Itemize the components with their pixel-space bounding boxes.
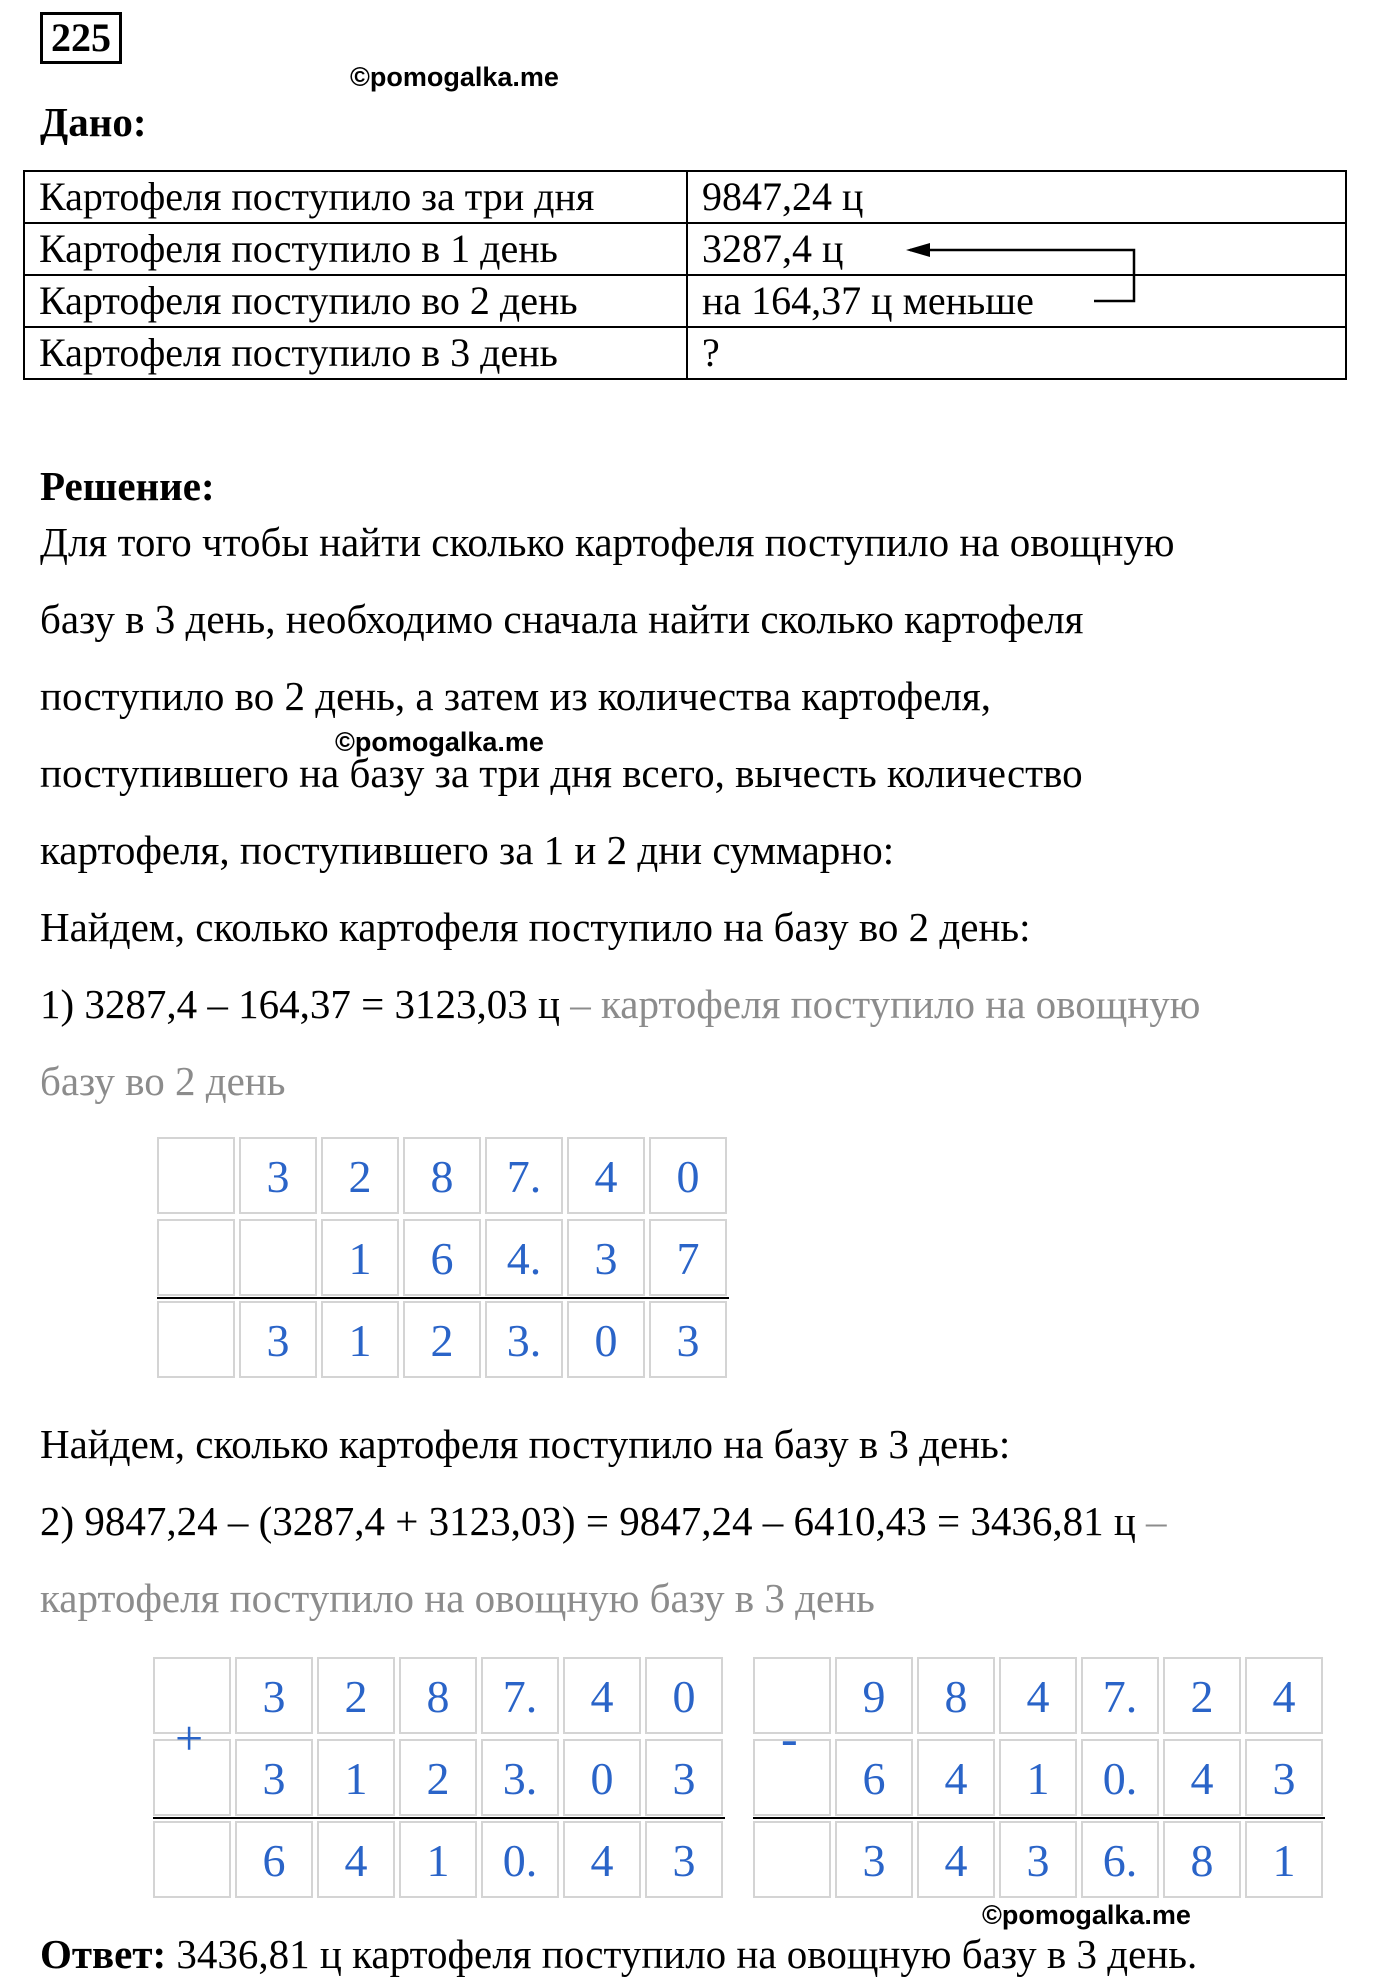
step2-dash: – <box>1135 1498 1167 1544</box>
result-line <box>157 1297 729 1299</box>
digit-cell: 7. <box>1081 1657 1159 1734</box>
solution-line: базу в 3 день, необходимо сначала найти сколько картофеля <box>40 596 1084 642</box>
digit-cell: 0 <box>649 1137 727 1214</box>
digit-cell: 4 <box>1163 1739 1241 1816</box>
step1-note-continued: базу во 2 день <box>40 1058 286 1104</box>
digit-cell: 7. <box>485 1137 563 1214</box>
digit-cell: 2 <box>399 1739 477 1816</box>
digit-cell: 6 <box>835 1739 913 1816</box>
digit-cell: 1 <box>999 1739 1077 1816</box>
digit-cell: 3 <box>1245 1739 1323 1816</box>
given-heading: Дано: <box>40 99 147 145</box>
digit-cell: 4 <box>317 1821 395 1898</box>
digit-cell: 1 <box>317 1739 395 1816</box>
given-label: Картофеля поступило за три дня <box>24 171 687 223</box>
digit-cell: 2 <box>1163 1657 1241 1734</box>
digit-cell: 3 <box>567 1219 645 1296</box>
step1-note: – картофеля поступило на овощную <box>559 981 1201 1027</box>
digit-cell: 3. <box>485 1301 563 1378</box>
solution-line: поступившего на базу за три дня всего, вычесть количество <box>40 750 1083 796</box>
digit-cell: 3 <box>835 1821 913 1898</box>
digit-cell: 4 <box>999 1657 1077 1734</box>
digit-cell <box>239 1219 317 1296</box>
given-value: на 164,37 ц меньше <box>687 275 1346 327</box>
digit-cell: 3 <box>999 1821 1077 1898</box>
digit-cell: 7. <box>481 1657 559 1734</box>
given-row <box>24 275 1346 327</box>
digit-cell: 1 <box>399 1821 477 1898</box>
digit-cell: 6 <box>235 1821 313 1898</box>
given-value: ? <box>687 327 1346 379</box>
digit-cell: 1 <box>321 1219 399 1296</box>
digit-cell: 8 <box>1163 1821 1241 1898</box>
digit-cell: 0. <box>1081 1739 1159 1816</box>
given-label: Картофеля поступило в 1 день <box>24 223 687 275</box>
digit-cell: 2 <box>317 1657 395 1734</box>
solution-line: Для того чтобы найти сколько картофеля поступило на овощную <box>40 519 1175 565</box>
digit-cell: 3 <box>235 1739 313 1816</box>
step2-expression: 2) 9847,24 – (3287,4 + 3123,03) = 9847,24 – 6410,43 = 3436,81 ц <box>40 1498 1136 1544</box>
digit-cell: 2 <box>403 1301 481 1378</box>
digit-cell: 4 <box>917 1739 995 1816</box>
grid-cell-sign <box>753 1821 831 1898</box>
digit-cell: 3 <box>645 1821 723 1898</box>
digit-cell: 0 <box>645 1657 723 1734</box>
given-table <box>23 170 1347 380</box>
digit-cell: 3. <box>481 1739 559 1816</box>
given-row <box>24 327 1346 379</box>
digit-cell: 0. <box>481 1821 559 1898</box>
digit-cell: 0 <box>563 1739 641 1816</box>
task-number: 225 <box>40 12 122 64</box>
digit-cell: 3 <box>235 1657 313 1734</box>
solution-heading: Решение: <box>40 463 215 509</box>
digit-cell: 8 <box>403 1137 481 1214</box>
watermark-top: ©pomogalka.me <box>350 62 559 92</box>
digit-cell: 1 <box>1245 1821 1323 1898</box>
digit-cell: 3 <box>239 1137 317 1214</box>
solution-line: поступило во 2 день, а затем из количества картофеля, <box>40 673 991 719</box>
step2-intro: Найдем, сколько картофеля поступило на базу в 3 день: <box>40 1421 1011 1467</box>
given-row <box>24 171 1346 223</box>
digit-cell: 3 <box>649 1301 727 1378</box>
result-line <box>753 1817 1325 1819</box>
given-value: 9847,24 ц <box>687 171 1346 223</box>
result-line <box>153 1817 725 1819</box>
watermark-middle: ©pomogalka.me <box>335 727 544 757</box>
minus-sign: - <box>781 1710 798 1766</box>
answer-line <box>40 1930 1197 1978</box>
digit-cell: 9 <box>835 1657 913 1734</box>
digit-cell: 1 <box>321 1301 399 1378</box>
given-label: Картофеля поступило во 2 день <box>24 275 687 327</box>
watermark-bottom: ©pomogalka.me <box>982 1900 1191 1930</box>
step1-line <box>40 980 1200 1028</box>
step1-intro: Найдем, сколько картофеля поступило на базу во 2 день: <box>40 904 1031 950</box>
given-label: Картофеля поступило в 3 день <box>24 327 687 379</box>
digit-cell: 0 <box>567 1301 645 1378</box>
step2-line <box>40 1497 1167 1545</box>
digit-cell: 3 <box>645 1739 723 1816</box>
digit-cell: 4 <box>563 1821 641 1898</box>
step1-expression: 1) 3287,4 – 164,37 = 3123,03 ц <box>40 981 560 1027</box>
answer-text: 3436,81 ц картофеля поступило на овощную базу в 3 день. <box>166 1931 1198 1977</box>
answer-label: Ответ: <box>40 1931 167 1977</box>
given-value: 3287,4 ц <box>687 223 1346 275</box>
digit-cell: 8 <box>917 1657 995 1734</box>
digit-cell: 6. <box>1081 1821 1159 1898</box>
solution-line: картофеля, поступившего за 1 и 2 дни суммарно: <box>40 827 895 873</box>
given-row <box>24 223 1346 275</box>
step2-note: картофеля поступило на овощную базу в 3 день <box>40 1575 875 1621</box>
digit-cell: 6 <box>403 1219 481 1296</box>
digit-cell: 4 <box>917 1821 995 1898</box>
digit-cell: 4 <box>567 1137 645 1214</box>
grid-cell-sign <box>157 1219 235 1296</box>
plus-sign: + <box>175 1710 204 1766</box>
digit-cell: 2 <box>321 1137 399 1214</box>
digit-cell: 4. <box>485 1219 563 1296</box>
digit-cell: 8 <box>399 1657 477 1734</box>
digit-cell: 4 <box>1245 1657 1323 1734</box>
grid-cell-sign <box>157 1137 235 1214</box>
digit-cell: 4 <box>563 1657 641 1734</box>
digit-cell: 3 <box>239 1301 317 1378</box>
grid-cell-sign <box>157 1301 235 1378</box>
digit-cell: 7 <box>649 1219 727 1296</box>
grid-cell-sign <box>153 1821 231 1898</box>
